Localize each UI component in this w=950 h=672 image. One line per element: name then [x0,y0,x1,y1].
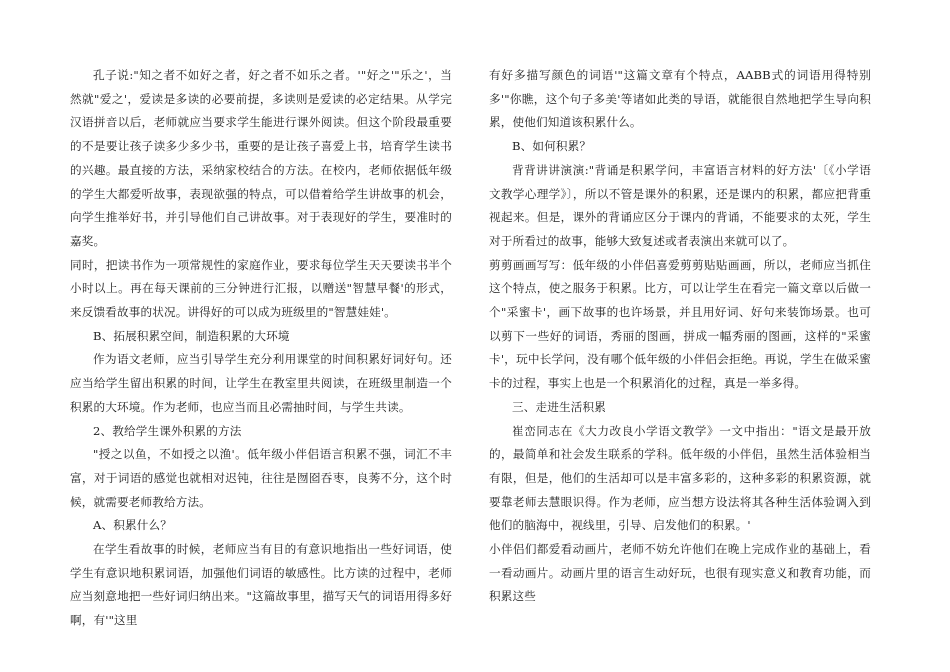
heading-how-to-accumulate: B、如何积累？ [512,139,592,154]
heading-expand-space: B、拓展积累空间，制造积累的大环境 [93,328,290,343]
left-column [70,64,452,633]
heading-life-accumulation: 三、走进生活积累 [512,399,606,414]
paragraph-good-words: 在学生看故事的时候，老师应当有目的有意识地指出一些好词语，使学生有意识地积累词语，加强他们词语的敏感性。比方读的过程中，老师应当刻意地把一些好词归纳出来。"这篇故事里，描写天气的词语用得多好啊，有'"这里 [70,542,452,628]
right-column [489,64,871,609]
paragraph-cui-luan: 崔峦同志在《大力改良小学语文教学》一文中指出："语文是最开放的，最简单和社会发生联系的学科。低年级的小伴侣，虽然生活体验相当有限，但是，他们的生活却可以是丰富多彩的，这种多彩的积累资源，就要靠老师去慧眼识得。作为老师，应当想方设法将其各种生活体验调入到他们的脑海中，视线里，引导、启发他们的积累。' [489,423,871,533]
paragraph-cut-draw-write: 剪剪画画写写：低年级的小伴侣喜爱剪剪贴贴画画，所以，老师应当抓住这个特点，使之服务于积累。比方，可以让学生在看完一篇文章以后做一个"采蜜卡'，画下故事的也许场景，并且用好词、好句来装饰场景。也可以剪下一些好的词语，秀丽的图画，拼成一幅秀丽的图画，这样的"采蜜卡'，玩中长学问，没有哪个低年级的小伴侣会拒绝。再说，学生在做采蜜卡的过程，事实上也是一个积累消化的过程，真是一举多得。 [489,257,871,391]
paragraph-teach-fishing: "授之以鱼，不如授之以渔'。低年级小伴侣语言积累不强，词汇不丰富，对于词语的感觉也就相对迟钝，往往是囫囵吞枣，良莠不分，这个时候，就需要老师教给方法。 [70,447,452,509]
paragraph-confucius-quote: 孔子说:"知之者不如好之者，好之者不如乐之者。'"好之'"乐之'，当然就"爱之'，爱读是多读的必要前提，多读则是爱读的必定结果。从学完汉语拼音以后，老师就应当要求学生能进行课外阅读。但这个阶段最重要的不是要让孩子读多少多少书，重要的是让孩子喜爱上书，培育学生读书的兴趣。最直接的方法，采纳家校结合的方法。在校内，老师依据低年级的学生大都爱听故事，表现欲强的特点，可以借着给学生讲故事的机会，向学生推举好书，并引导他们自己讲故事。对于表现好的学生，要准时的嘉奖。 [70,68,452,248]
paragraph-cartoons: 小伴侣们都爱看动画片，老师不妨允许他们在晚上完成作业的基础上，看一看动画片。动画片里的语言生动好玩，也很有现实意义和教育功能，而积累这些 [489,542,871,604]
paragraph-recite-perform: 背背讲讲演演:"背诵是积累学问，丰富语言材料的好方法'〔《小学语文教学心理学》〕，所以不管是课外的积累，还是课内的积累，都应把背重视起来。但是，课外的背诵应区分于课内的背诵，不能要求的太死，学生对于所看过的故事，能够大致复述或者表演出来就可以了。 [489,162,871,248]
heading-what-to-accumulate: A、积累什么？ [93,518,172,533]
paragraph-teacher-role: 作为语文老师，应当引导学生充分利用课堂的时间积累好词好句。还应当给学生留出积累的时间，让学生在教室里共阅读，在班级里制造一个积累的大环境。作为老师，也应当而且必需抽时间，与学生共读。 [70,352,452,414]
heading-teach-methods: 2、教给学生课外积累的方法 [93,423,242,438]
paragraph-color-words: 有好多描写颜色的词语'"这篇文章有个特点，AABB式的词语用得特别多'"你瞧，这个句子多美'等诸如此类的导语，就能很自然地把学生导向积累，使他们知道该积累什么。 [489,68,871,130]
paragraph-home-reading: 同时，把读书作为一项常规性的家庭作业，要求每位学生天天要读书半个小时以上。再在每天课前的三分钟进行汇报，以赠送"智慧早餐'的形式，来反馈看故事的状况。讲得好的可以成为班级里的"智慧娃娃'。 [70,257,452,320]
